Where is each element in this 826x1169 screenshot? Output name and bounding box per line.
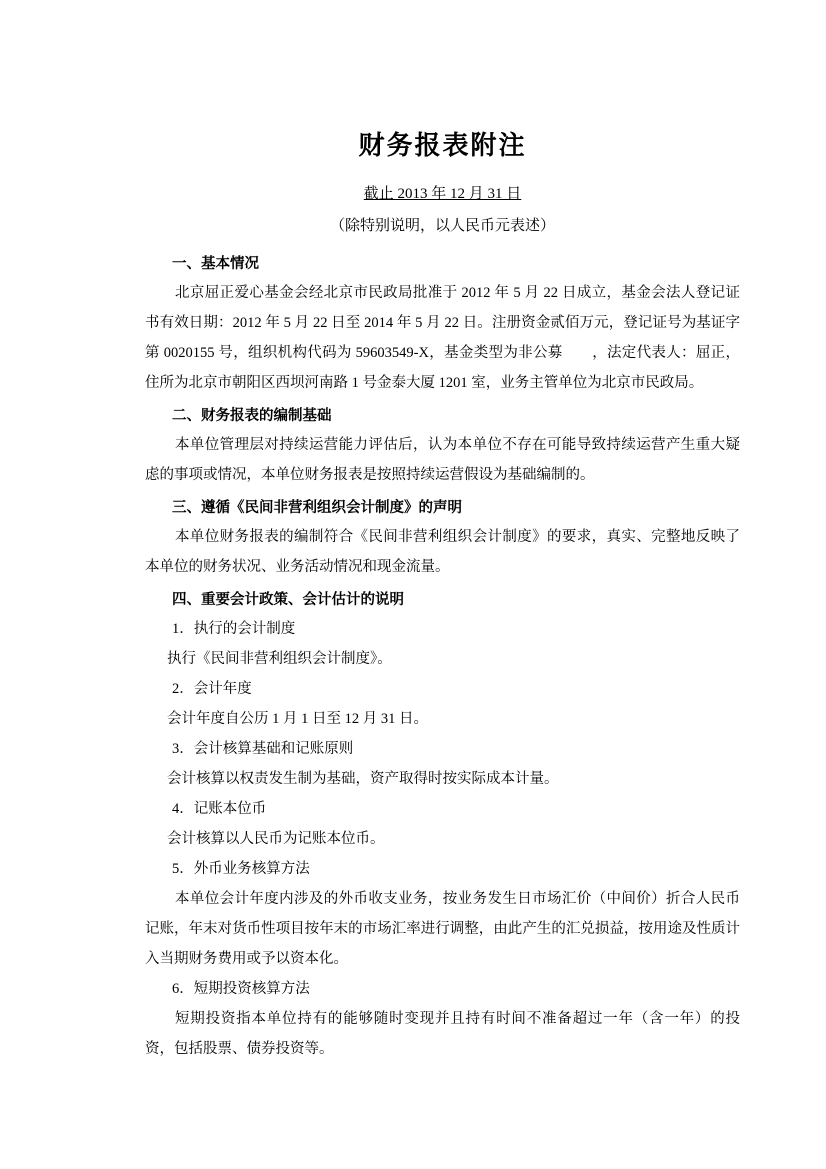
- section: [145, 494, 740, 582]
- item-label: 1．执行的会计制度: [172, 621, 296, 637]
- item-body: 执行《民间非营利组织会计制度》。: [167, 651, 392, 667]
- item-body: 会计核算以权责发生制为基础，资产取得时按实际成本计量。: [167, 771, 559, 787]
- item-label: 3．会计核算基础和记账原则: [172, 741, 354, 757]
- section-heading: 三、遵循《民间非营利组织会计制度》的声明: [172, 500, 462, 516]
- section-heading: 二、财务报表的编制基础: [172, 408, 332, 424]
- list-item: [145, 974, 740, 1064]
- paragraph: 北京屈正爱心基金会经北京市民政局批准于 2012 年 5 月 22 日成立，基金会法人登记证书有效日期：2012 年 5 月 22 日至 2014 年 5 月 22 日。注册资金贰佰万元，登记证号为基证字第 0020155 号，组织机构代码为 59603549-X，基金类型为非公募 ，法定代表人：屈正，住所为北京市朝阳区西坝河南路 1 号金泰大厦 1201 室，业务主管单位为北京市民政局。: [145, 285, 740, 391]
- item-label: 2．会计年度: [172, 681, 252, 697]
- section-heading: 一、基本情况: [172, 256, 259, 272]
- paragraph: 本单位财务报表的编制符合《民间非营利组织会计制度》的要求，真实、完整地反映了本单位的财务状况、业务活动情况和现金流量。: [145, 529, 740, 575]
- item-body: 本单位会计年度内涉及的外币收支业务，按业务发生日市场汇价（中间价）折合人民币记账，年末对货币性项目按年末的市场汇率进行调整，由此产生的汇兑损益，按用途及性质计入当期财务费用或予以资本化。: [145, 891, 740, 967]
- list-item: [145, 854, 740, 974]
- item-label: 4．记账本位币: [172, 801, 267, 817]
- section: [145, 250, 740, 398]
- item-body: 会计年度自公历 1 月 1 日至 12 月 31 日。: [167, 711, 428, 727]
- sections-container: [145, 250, 740, 1064]
- report-date: 截止 2013 年 12 月 31 日: [363, 186, 522, 202]
- currency-note: （除特别说明，以人民币元表述）: [329, 218, 555, 234]
- list-item: [145, 674, 740, 734]
- item-label: 6．短期投资核算方法: [172, 981, 310, 997]
- section: [145, 586, 740, 1064]
- document-title: 财务报表附注: [358, 130, 527, 160]
- list-item: [145, 614, 740, 674]
- section-heading: 四、重要会计政策、会计估计的说明: [172, 592, 404, 608]
- paragraph: 本单位管理层对持续运营能力评估后，认为本单位不存在可能导致持续运营产生重大疑虑的事项或情况，本单位财务报表是按照持续运营假设为基础编制的。: [145, 437, 740, 483]
- list-item: [145, 734, 740, 794]
- item-label: 5．外币业务核算方法: [172, 861, 310, 877]
- section: [145, 402, 740, 490]
- list-item: [145, 794, 740, 854]
- item-body: 会计核算以人民币为记账本位币。: [167, 831, 385, 847]
- item-body: 短期投资指本单位持有的能够随时变现并且持有时间不准备超过一年（含一年）的投资，包括股票、债券投资等。: [145, 1011, 740, 1057]
